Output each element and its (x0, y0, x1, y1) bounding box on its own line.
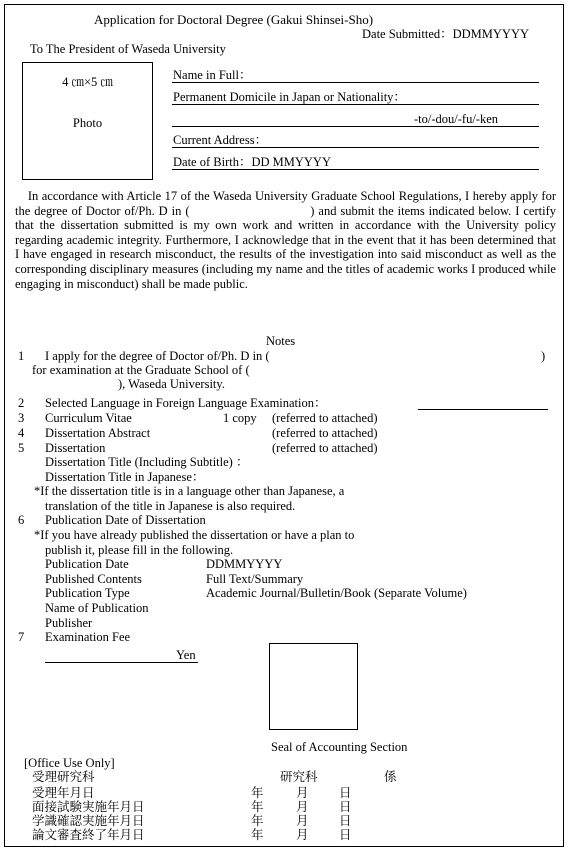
office-row-label: 面接試験実施年月日 (32, 800, 145, 814)
note-number-1: 1 (18, 349, 25, 363)
name-field-line[interactable] (172, 82, 539, 83)
office-row-day: 日 (339, 814, 352, 828)
note-item-2: Selected Language in Foreign Language Examination： (45, 396, 327, 410)
note-number-3: 3 (18, 411, 25, 425)
form-title: Application for Doctoral Degree (Gakui Shinsei-Sho) (94, 12, 374, 27)
office-row-day: 日 (339, 828, 352, 842)
date-submitted: Date Submitted：DDMMYYYY (362, 27, 530, 41)
note-item-4: Dissertation Abstract (45, 426, 151, 440)
office-row1-end: 係 (384, 770, 397, 784)
office-row-month: 月 (296, 800, 309, 814)
notes-heading: Notes (266, 334, 296, 348)
dob-label: Date of Birth：DD MMYYYY (173, 155, 331, 169)
note-number-2: 2 (18, 396, 25, 410)
office-row-year: 年 (251, 814, 264, 828)
office-row-year: 年 (251, 828, 264, 842)
language-field-line[interactable] (418, 409, 548, 410)
office-row-year: 年 (251, 800, 264, 814)
note-number-5: 5 (18, 441, 25, 455)
domicile-suffix-line[interactable] (172, 126, 539, 127)
fee-unit: Yen (176, 648, 196, 662)
photo-size: 4 ㎝×5 ㎝ (62, 75, 113, 89)
pub-name-label: Name of Publication (45, 601, 149, 615)
note-number-7: 7 (18, 630, 25, 644)
title-note-line1: *If the dissertation title is in a language other than Japanese, a (34, 484, 345, 498)
statement-paragraph: In accordance with Article 17 of the Waseda University Graduate School Regulations, I hereby apply for the degree of Doctor of/Ph. D in ( ) and submit the items indicated below. I certify that the dissertation submitted is my own work and written in accordance with the University policy regarding academic integrity. Furthermore, I acknowledge that in the event that it has been determined that I have engaged in research misconduct, the results of the investigation into said misconduct as well as the corresponding disciplinary measures (including my name and the titles of academic works I produced while engaging in misconduct) shall be made public. (15, 189, 556, 291)
domicile-label: Permanent Domicile in Japan or Nationality： (173, 90, 406, 104)
note-item-4-ref: (referred to attached) (272, 426, 378, 440)
note-item-3-copy: 1 copy (223, 411, 257, 425)
pub-type-label: Publication Type (45, 586, 130, 600)
office-row-label: 論文審査終了年月日 (32, 828, 145, 842)
name-label: Name in Full： (173, 68, 252, 82)
domicile-field-line[interactable] (172, 104, 539, 105)
address-field-line[interactable] (172, 147, 539, 148)
seal-caption: Seal of Accounting Section (271, 740, 408, 754)
seal-box (269, 643, 358, 730)
dob-field-line[interactable] (172, 169, 539, 170)
note-item-1-line2: for examination at the Graduate School of ( (32, 363, 250, 377)
pub-contents-label: Published Contents (45, 572, 142, 586)
title-note-line2: translation of the title in Japanese is also required. (45, 499, 296, 513)
photo-label: Photo (72, 116, 103, 130)
dissertation-title-ja-label: Dissertation Title in Japanese： (45, 470, 205, 484)
note-item-5-ref: (referred to attached) (272, 441, 378, 455)
office-row-day: 日 (339, 786, 352, 800)
photo-box (22, 62, 153, 180)
note-item-6: Publication Date of Dissertation (45, 513, 206, 527)
publication-note-line2: publish it, please fill in the following. (45, 543, 234, 557)
note-item-3-ref: (referred to attached) (272, 411, 378, 425)
note-item-1-line1: I apply for the degree of Doctor of/Ph. D in ( (45, 349, 270, 363)
office-row1-mid: 研究科 (280, 770, 318, 784)
office-row-day: 日 (339, 800, 352, 814)
note-item-7: Examination Fee (45, 630, 131, 644)
office-row1-label: 受理研究科 (32, 770, 95, 784)
pub-date-label: Publication Date (45, 557, 129, 571)
pub-contents-value: Full Text/Summary (206, 572, 304, 586)
note-item-3: Curriculum Vitae (45, 411, 132, 425)
pub-type-value: Academic Journal/Bulletin/Book (Separate Volume) (206, 586, 467, 600)
publication-note-line1: *If you have already published the dissertation or have a plan to (34, 528, 355, 542)
office-row-label: 学識確認実施年月日 (32, 814, 145, 828)
pub-date-value: DDMMYYYY (206, 557, 283, 571)
note-number-4: 4 (18, 426, 25, 440)
note-item-1-line3: ), Waseda University. (118, 377, 225, 391)
office-row-year: 年 (251, 786, 264, 800)
office-row-month: 月 (296, 814, 309, 828)
addressee: To The President of Waseda University (30, 42, 226, 56)
publisher-label: Publisher (45, 616, 93, 630)
office-row-month: 月 (296, 786, 309, 800)
dissertation-title-label: Dissertation Title (Including Subtitle) ： (45, 455, 249, 469)
note-number-6: 6 (18, 513, 25, 527)
office-row-month: 月 (296, 828, 309, 842)
office-row-label: 受理年月日 (32, 786, 95, 800)
domicile-suffix: -to/-dou/-fu/-ken (414, 112, 499, 126)
note-item-1-paren: ) (541, 349, 546, 363)
address-label: Current Address： (173, 133, 268, 147)
note-item-5: Dissertation (45, 441, 106, 455)
office-heading: [Office Use Only] (24, 756, 115, 770)
